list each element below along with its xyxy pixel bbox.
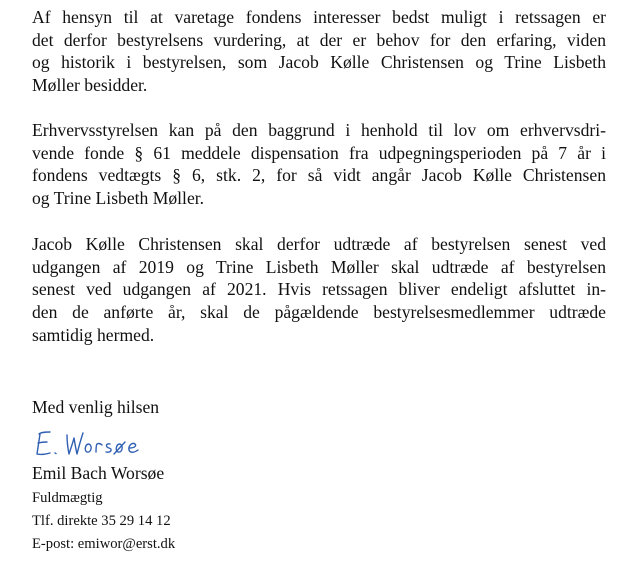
paragraph-dispensation [32,119,606,210]
paragraph-board-experience [32,6,606,97]
paragraph-line: Af hensyn til at varetage fondens interesser bedst muligt i retssagen er [32,7,606,27]
handwritten-signature [34,424,174,464]
paragraph-resignation-dates [32,233,606,347]
signer-name: Emil Bach Worsøe [32,463,165,483]
paragraph-line: det derfor bestyrelsens vurdering, at der er behov for den erfaring, viden [32,29,606,50]
paragraph-line: Jacob Kølle Christensen skal derfor udtræde af bestyrelsen senest ved [32,234,606,254]
paragraph-line: senest ved udgangen af 2021. Hvis retssagen bliver endeligt afsluttet in- [32,279,606,300]
paragraph-line: Erhvervsstyrelsen kan på den baggrund i henhold til lov om erhvervsdri- [32,120,606,140]
paragraph-line: udgangen af 2019 og Trine Lisbeth Møller skal udtræde af bestyrelsen [32,256,606,277]
signer-email: E-post: emiwor@erst.dk [32,536,176,552]
paragraph-line: den de anførte år, skal de pågældende bestyrelsesmedlemmer udtræde [32,302,606,323]
closing-greeting: Med venlig hilsen [32,397,160,417]
paragraph-line: Møller besidder. [32,75,148,96]
paragraph-line: og historik i bestyrelsen, som Jacob Kølle Christensen og Trine Lisbeth [32,52,606,73]
paragraph-line: fondens vedtægts § 6, stk. 2, for så vidt angår Jacob Kølle Christensen [32,165,606,186]
paragraph-line: vende fonde § 61 meddele dispensation fra udpegningsperioden på 7 år i [32,142,606,163]
paragraph-line: og Trine Lisbeth Møller. [32,188,205,209]
paragraph-line: samtidig hermed. [32,324,155,345]
signer-phone: Tlf. direkte 35 29 14 12 [32,513,171,529]
signer-title: Fuldmægtig [32,490,103,506]
